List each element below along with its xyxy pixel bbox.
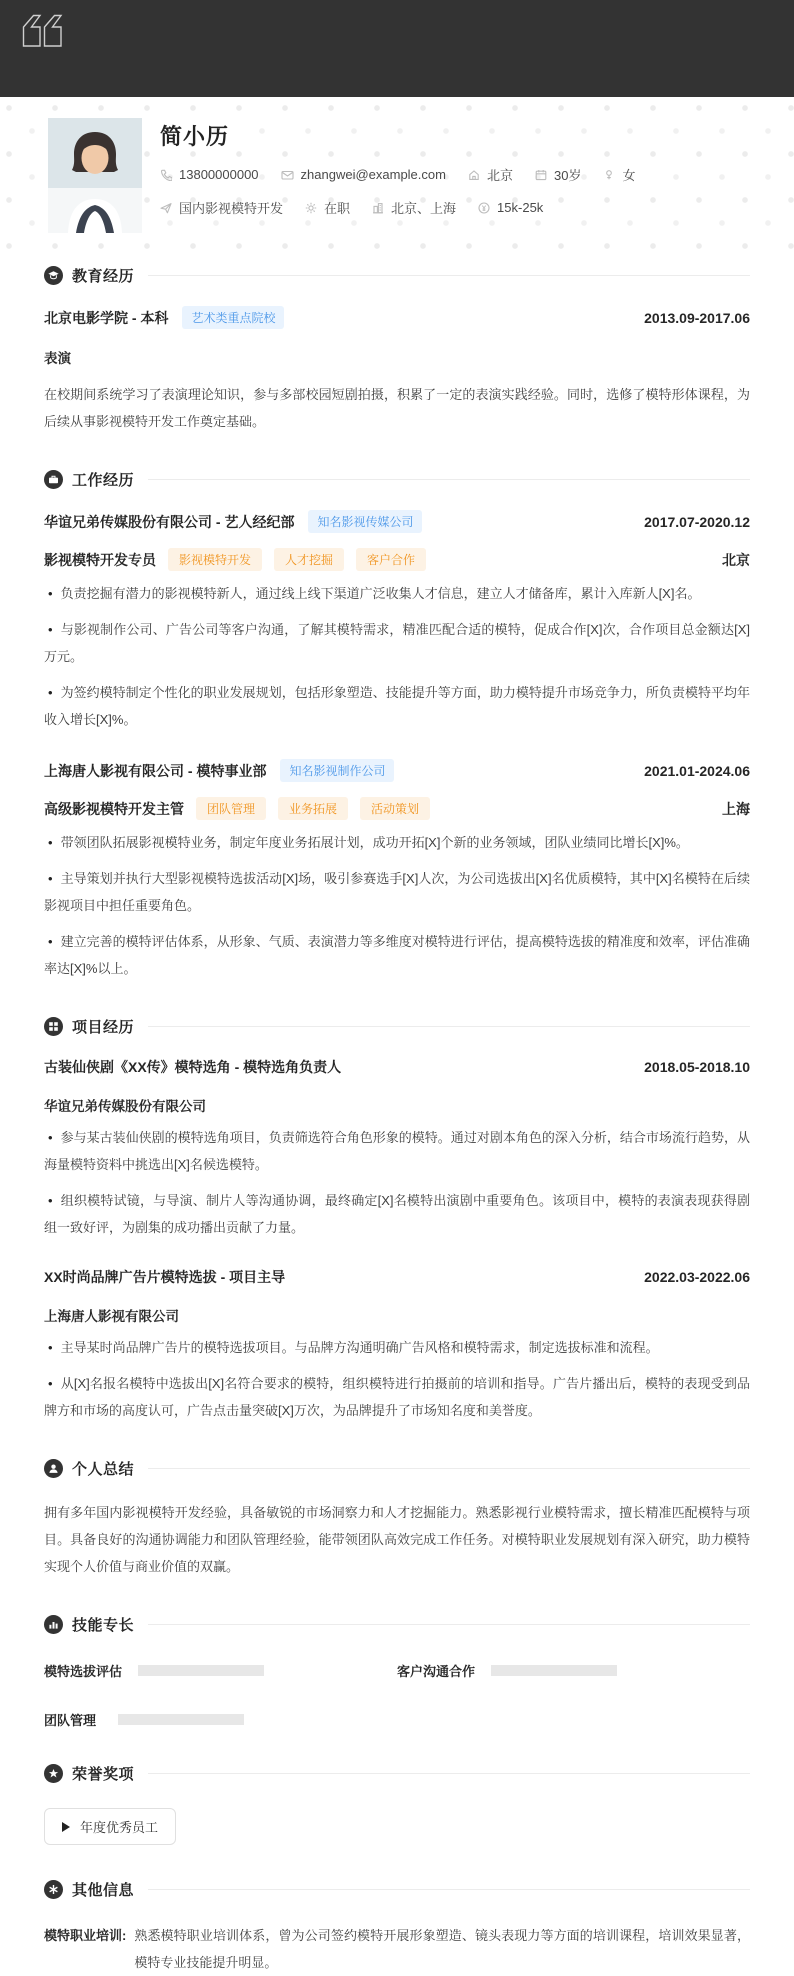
profile-header [0, 97, 794, 253]
company-name: 华谊兄弟传媒股份有限公司 - 艺人经纪部 [44, 513, 295, 530]
skill-bar [138, 1665, 264, 1676]
divider [148, 1026, 750, 1027]
divider [148, 479, 750, 480]
bullet-item: • 负责挖掘有潜力的影视模特新人，通过线上线下渠道广泛收集人才信息，建立人才储备库，累计入库新人[X]名。 [48, 586, 701, 601]
summary-text: 拥有多年国内影视模特开发经验，具备敏锐的市场洞察力和人才挖掘能力。熟悉影视行业模特需求，擅长精准匹配模特与项目。具备良好的沟通协调能力和团队管理经验，能带领团队高效完成工作任务。对模特职业发展规划有深入研究，助力模特实现个人价值与商业价值的双赢。 [44, 1505, 750, 1574]
section-work [44, 469, 750, 982]
project-name: XX时尚品牌广告片模特选拔 - 项目主导 [44, 1269, 286, 1285]
gender-value: 女 [622, 168, 636, 183]
job-date: 2017.07-2020.12 [644, 513, 750, 530]
projects-header [44, 1016, 750, 1037]
salary-icon [478, 202, 490, 214]
section-other [44, 1879, 750, 1976]
bullet-item: • 主导某时尚品牌广告片的模特选拔项目。与品牌方沟通明确广告风格和模特需求，制定选拔标准和流程。 [48, 1340, 659, 1355]
intent-icon [160, 202, 172, 214]
bullet-item: • 主导策划并执行大型影视模特选拔活动[X]场，吸引参赛选手[X]人次，为公司选拔出[X]名优质模特，其中[X]名模特在后续影视项目中担任重要角色。 [44, 871, 750, 913]
job-role: 高级影视模特开发主管 [44, 800, 184, 817]
contact-row-2 [160, 198, 657, 217]
divider [148, 1468, 750, 1469]
school-badge: 艺术类重点院校 [182, 306, 284, 329]
profile-photo [48, 118, 142, 233]
work-header [44, 469, 750, 490]
project-company: 华谊兄弟传媒股份有限公司 [44, 1099, 206, 1114]
top-dark-band [0, 0, 794, 97]
other-header [44, 1879, 750, 1900]
skill-name: 团队管理 [44, 1713, 97, 1728]
location-value: 北京 [486, 168, 513, 183]
job-location: 北京 [722, 551, 750, 568]
bullet-item: • 带领团队拓展影视模特业务，制定年度业务拓展计划，成功开拓[X]个新的业务领域，团队业绩同比增长[X]%。 [48, 835, 689, 850]
medal-star-icon [44, 1764, 63, 1783]
school-name: 北京电影学院 - 本科 [44, 309, 169, 326]
phone-value: 13800000000 [179, 167, 259, 182]
honor-chip-button[interactable] [44, 1808, 176, 1845]
job-bullets [44, 580, 750, 733]
summary-title: 个人总结 [72, 1461, 135, 1478]
age-icon [535, 169, 547, 181]
other-title: 其他信息 [72, 1882, 135, 1899]
skill-name: 模特选拔评估 [44, 1664, 123, 1679]
honors-header [44, 1763, 750, 1784]
bullet-item: • 与影视制作公司、广告公司等客户沟通，了解其模特需求，精准匹配合适的模特，促成合作[X]次，合作项目总金额达[X]万元。 [44, 622, 750, 664]
email-icon [281, 169, 294, 181]
work-city-item [372, 198, 456, 217]
skill-name: 客户沟通合作 [397, 1664, 476, 1679]
job-role: 影视模特开发专员 [44, 551, 156, 568]
company-name: 上海唐人影视有限公司 - 模特事业部 [44, 762, 267, 779]
job-status-value: 在职 [324, 201, 351, 216]
asterisk-icon [44, 1880, 63, 1899]
project-name-row [44, 1267, 750, 1287]
section-summary [44, 1458, 750, 1580]
project-company: 上海唐人影视有限公司 [44, 1309, 179, 1324]
email-value: zhangwei@example.com [300, 167, 446, 182]
education-header [44, 265, 750, 286]
job-role-row [44, 797, 750, 820]
skill-tag: 客户合作 [356, 548, 426, 571]
bullet-item: • 组织模特试镜，与导演、制片人等沟通协调，最终确定[X]名模特出演剧中重要角色。该项目中，模特的表演表现获得剧组一致好评，为剧集的成功播出贡献了力量。 [44, 1193, 750, 1235]
age-item [535, 165, 581, 184]
skill-tag: 活动策划 [360, 797, 430, 820]
job-company-row [44, 510, 750, 533]
play-triangle-icon [62, 1822, 70, 1832]
skill-tag: 团队管理 [196, 797, 266, 820]
projects-title: 项目经历 [72, 1019, 135, 1036]
graduation-cap-icon [44, 266, 63, 285]
phone-icon [160, 169, 172, 181]
project-name: 古装仙侠剧《XX传》模特选角 - 模特选角负责人 [44, 1059, 342, 1075]
section-education [44, 265, 750, 435]
skill-tag: 影视模特开发 [168, 548, 262, 571]
job-company-row [44, 759, 750, 782]
company-badge: 知名影视制作公司 [280, 759, 394, 782]
bullet-dot: • [48, 586, 53, 601]
divider [148, 1773, 750, 1774]
location-item [468, 165, 513, 184]
section-honors [44, 1763, 750, 1845]
bullet-dot: • [48, 1193, 53, 1208]
job-date: 2021.01-2024.06 [644, 762, 750, 779]
job-item [44, 510, 750, 733]
other-info-row [44, 1922, 750, 1976]
other-info-text: 熟悉模特职业培训体系，曾为公司签约模特开展形象塑造、镜头表现力等方面的培训课程，培训效果显著，模特专业技能提升明显。 [134, 1928, 750, 1970]
section-skills [44, 1614, 750, 1729]
bullet-dot: • [48, 1130, 53, 1145]
project-item [44, 1057, 750, 1241]
project-bullets [44, 1124, 750, 1241]
divider [148, 1889, 750, 1890]
project-bullets [44, 1334, 750, 1424]
bullet-dot: • [48, 1376, 53, 1391]
project-item [44, 1267, 750, 1424]
skill-bar [491, 1665, 617, 1676]
location-icon [468, 169, 480, 181]
bar-chart-icon [44, 1615, 63, 1634]
other-info-label: 模特职业培训: [44, 1928, 127, 1943]
resume-body [0, 265, 794, 1976]
bullet-item: • 从[X]名报名模特中选拔出[X]名符合要求的模特，组织模特进行拍摄前的培训和指导。广告片播出后，模特的表现受到品牌方和市场的高度认可，广告点击量突破[X]万次，为品牌提升了市场知名度和美誉度。 [44, 1376, 750, 1418]
skills-header [44, 1614, 750, 1635]
education-date: 2013.09-2017.06 [644, 309, 750, 326]
briefcase-icon [44, 470, 63, 489]
salary-value: 15k-25k [497, 200, 544, 215]
job-role-row [44, 548, 750, 571]
job-item [44, 759, 750, 982]
bullet-item: • 为签约模特制定个性化的职业发展规划，包括形象塑造、技能提升等方面，助力模特提升市场竞争力，所负责模特平均年收入增长[X]%。 [44, 685, 750, 727]
salary-item [478, 200, 543, 215]
skills-title: 技能专长 [72, 1617, 135, 1634]
project-date: 2018.05-2018.10 [644, 1059, 750, 1075]
education-item-row [44, 306, 750, 329]
bullet-dot: • [48, 835, 53, 850]
bullet-item: • 建立完善的模特评估体系，从形象、气质、表演潜力等多维度对模特进行评估，提高模特选拔的精准度和效率，评估准确率达[X]%以上。 [44, 934, 750, 976]
skill-item [397, 1661, 750, 1680]
bullet-dot: • [48, 622, 53, 637]
education-title: 教育经历 [72, 268, 135, 285]
age-value: 30岁 [553, 168, 582, 183]
work-city-value: 北京、上海 [391, 201, 457, 216]
bullet-dot: • [48, 871, 53, 886]
skill-item [44, 1710, 397, 1729]
divider [148, 1624, 750, 1625]
quote-icon [22, 14, 64, 48]
bullet-dot: • [48, 934, 53, 949]
skills-grid [44, 1661, 750, 1729]
grid-icon [44, 1017, 63, 1036]
bullet-item: • 参与某古装仙侠剧的模特选角项目，负责筛选符合角色形象的模特。通过对剧本角色的深入分析，结合市场流行趋势，从海量模特资料中挑选出[X]名候选模特。 [44, 1130, 750, 1172]
section-projects [44, 1016, 750, 1424]
work-title: 工作经历 [72, 472, 135, 489]
honor-label: 年度优秀员工 [80, 1820, 159, 1835]
job-status-item [305, 198, 350, 217]
education-description: 在校期间系统学习了表演理论知识，参与多部校园短剧拍摄，积累了一定的表演实践经验。同时，选修了模特形体课程，为后续从事影视模特开发工作奠定基础。 [44, 387, 750, 429]
skill-bar [118, 1714, 244, 1725]
divider [148, 275, 750, 276]
person-icon [44, 1459, 63, 1478]
bullet-dot: • [48, 685, 53, 700]
email-item [281, 167, 446, 182]
company-badge: 知名影视传媒公司 [308, 510, 422, 533]
bullet-dot: • [48, 1340, 53, 1355]
person-name: 简小历 [160, 124, 230, 149]
job-location: 上海 [722, 800, 750, 817]
contact-row-1 [160, 165, 657, 184]
gender-icon [603, 169, 615, 181]
project-name-row [44, 1057, 750, 1077]
job-bullets [44, 829, 750, 982]
skill-tag: 业务拓展 [278, 797, 348, 820]
city-icon [372, 202, 384, 214]
summary-header [44, 1458, 750, 1479]
status-icon [305, 202, 317, 214]
major: 表演 [44, 351, 71, 366]
phone-item [160, 167, 259, 182]
gender-item [603, 165, 635, 184]
skill-item [44, 1661, 397, 1680]
project-date: 2022.03-2022.06 [644, 1269, 750, 1285]
honors-title: 荣誉奖项 [72, 1766, 135, 1783]
job-intent-item [160, 198, 283, 217]
skill-tag: 人才挖掘 [274, 548, 344, 571]
job-intent-value: 国内影视模特开发 [179, 201, 284, 216]
